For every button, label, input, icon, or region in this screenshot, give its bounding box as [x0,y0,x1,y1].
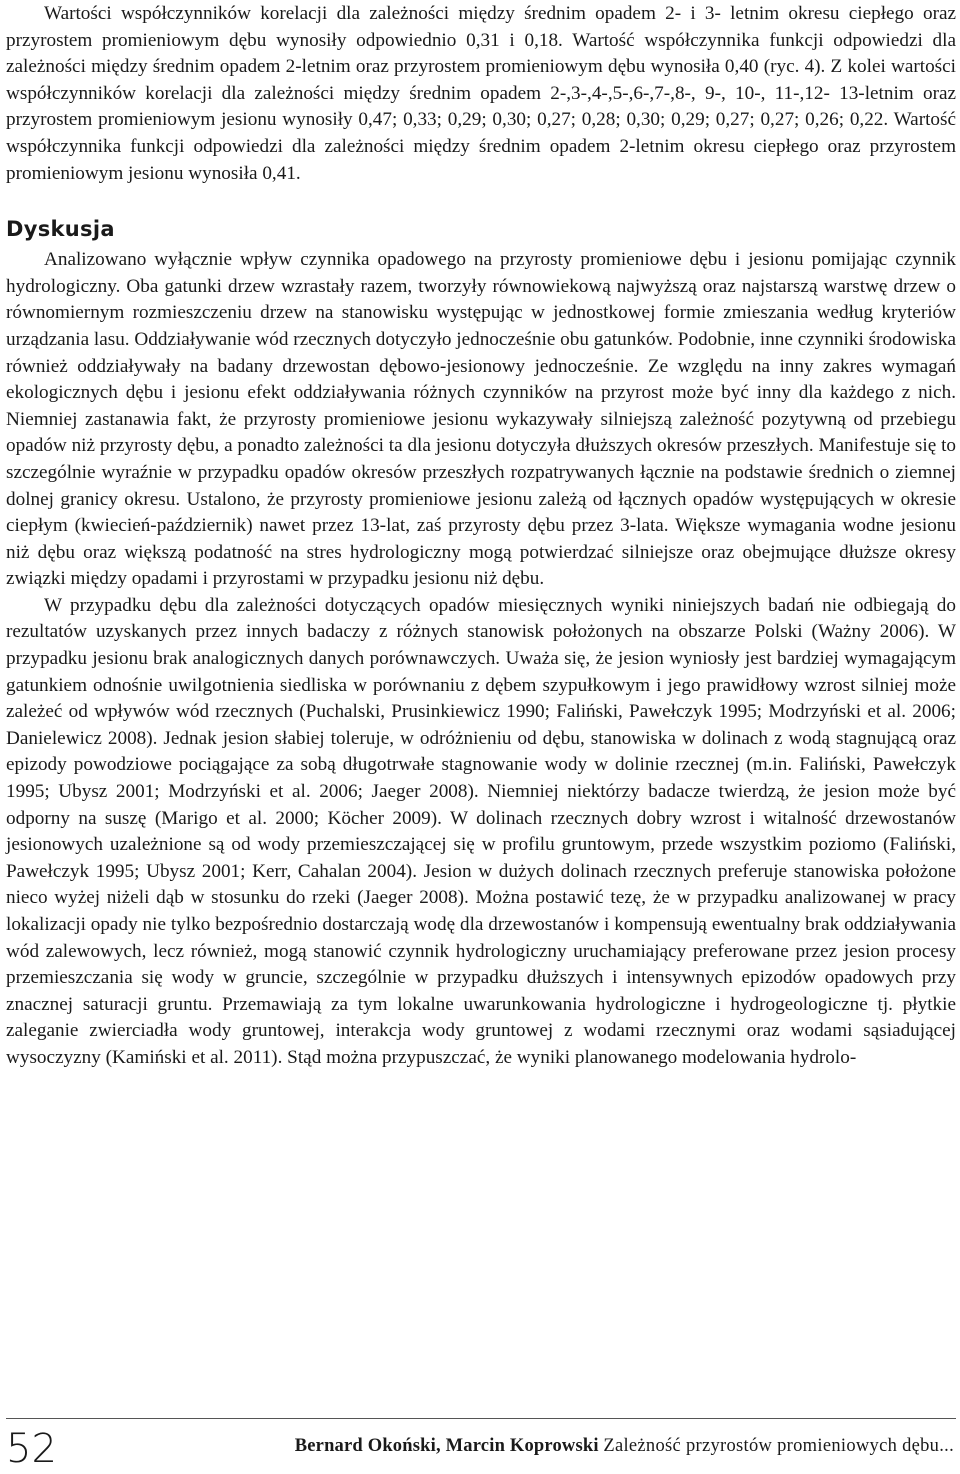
results-paragraph: Wartości współczynników korelacji dla zależności między średnim opadem 2- i 3- letnim okresu ciepłego oraz przyrostem promieniowym dębu wynosiły odpowiednio 0,31 i 0,18. Wartość współczynnika funkcji odpowiedzi dla zależności między średnim opadem 2-letnim oraz przyrostem promieniowym dębu wynosiła 0,40 (ryc. 4). Z kolei wartości współczynników korelacji dla zależności między średnim opadem 2-,3-,4-,5-,6-,7-,8-, 9-, 10-, 11-,12- 13-letnim oraz przyrostem promieniowym jesionu wynosiły 0,47; 0,33; 0,29; 0,30; 0,27; 0,28; 0,30; 0,29; 0,27; 0,27; 0,26; 0,22. Wartość współczynnika funkcji odpowiedzi dla zależności między średnim opadem 2-letnim okresu ciepłego oraz przyrostem promieniowym jesionu wynosiła 0,41. [6,3,956,184]
footer-divider [6,1418,956,1419]
running-head-authors: Bernard Okoński, Marcin Koprowski [294,1436,599,1456]
discussion-paragraph-2: W przypadku dębu dla zależności dotyczących opadów miesięcznych wyniki niniejszych badań nie odbiegają do rezultatów uzyskanych przez innych badaczy z różnych stanowisk położonych na obszarze Polski (Ważny 2006). W przypadku jesionu brak analogicznych danych porównawczych. Uważa się, że jesion wyniosły jest bardziej wymagającym gatunkiem odnośnie uwilgotnienia siedliska w porównaniu z dębem szypułkowym i jego prawidłowy wzrost silniej może zależeć od wpływów wód rzecznych (Puchalski, Prusinkiewicz 1990; Faliński, Pawełczyk 1995; Modrzyński et al. 2006; Danielewicz 2008). Jednak jesion słabiej toleruje, w odróżnieniu od dębu, stanowiska w dolinach z wodą stagnującą oraz epizody powodziowe pociągające za sobą długotrwałe stagnowanie wody w dolinie rzecznej (m.in. Faliński, Pawełczyk 1995; Ubysz 2001; Modrzyński et al. 2006; Jaeger 2008). Niemniej niektórzy badacze twierdzą, że jesion może być odporny na suszę (Marigo et al. 2000; Köcher 2009). W dolinach rzecznych dobry wzrost i witalność drzewostanów jesionowych uzależnione są od wody przemieszczającej się w profilu gruntowym, przede wszystkim poziomo (Faliński, Pawełczyk 1995; Ubysz 2001; Kerr, Cahalan 2004). Jesion w dużych dolinach rzecznych preferuje stanowiska położone nieco wyżej niżeli dąb w stosunku do rzeki (Jaeger 2008). Można postawić tezę, że w przypadku analizowanej w pracy lokalizacji opady nie tylko bezpośrednio dostarczają wodę dla drzewostanów i kompensują ewentualny brak oddziaływania wód zalewowych, lecz również, mogą stanowić czynnik hydrologiczny uruchamiający preferowane przez jesion procesy przemieszczania się wody w gruncie, szczególnie w przypadku dłuższych i intensywnych epizodów opadowych przy znacznej saturacji gruntu. Przemawiają za tym lokalne uwarunkowania hydrologiczne i hydrogeologiczne tj. płytkie zaleganie zwierciadła wody gruntowej, interakcja wody gruntowej z wodami rzecznymi oraz wodami sąsiadującej wysoczyzny (Kamiński et al. 2011). Stąd można przypuszczać, że wyniki planowanego modelowania hydrolo- [6,594,956,1068]
discussion-paragraph-1: Analizowano wyłącznie wpływ czynnika opadowego na przyrosty promieniowe dębu i jesionu pomijając czynnik hydrologiczny. Oba gatunki drzew wzrastały razem, tworzyły równowiekową najwyższą oraz najstarszą warstwę drzew o równomiernym rozmieszczeniu drzew na stanowisku występując w jednostkowej formie zmieszania według kryteriów urządzania lasu. Oddziaływanie wód rzecznych dotyczyło jednocześnie obu gatunków. Podobnie, inne czynniki środowiska również oddziaływały na badany drzewostan dębowo-jesionowy jednocześnie. Ze względu na inny zakres wymagań ekologicznych dębu i jesionu efekt oddziaływania różnych czynników na przyrost może być inny dla każdego z nich. Niemniej zastanawia fakt, że przyrosty promieniowe jesionu wykazywały silniejszą zależność pozytywną od przebiegu opadów niż przyrosty dębu, a ponadto zależności ta dla jesionu dotyczyła dłuższych okresów przeszłych. Manifestuje się to szczególnie wyraźnie w przypadku opadów okresów przeszłych rozpatrywanych łącznie na podstawie średnich o ziemnej dolnej granicy okresu. Ustalono, że przyrosty promieniowe jesionu zależą od łącznych opadów występujących w okresie ciepłym (kwiecień-październik) nawet przez 13-lat, zaś przyrosty dębu przez 3-lata. Większe wymagania wodne jesionu niż dębu oraz większą podatność na stres hydrologiczny mogą potwierdzać silniejsze oraz obejmujące dłuższe okresy związki między opadami i przyrostami w przypadku jesionu niż dębu. [6,249,956,590]
running-head [295,1433,954,1459]
section-heading-discussion: Dyskusja [6,217,115,242]
page-body [6,0,956,1072]
running-head-title: Zależność przyrostów promieniowych dębu... [603,1436,954,1456]
page-number: 52 [6,1426,57,1472]
